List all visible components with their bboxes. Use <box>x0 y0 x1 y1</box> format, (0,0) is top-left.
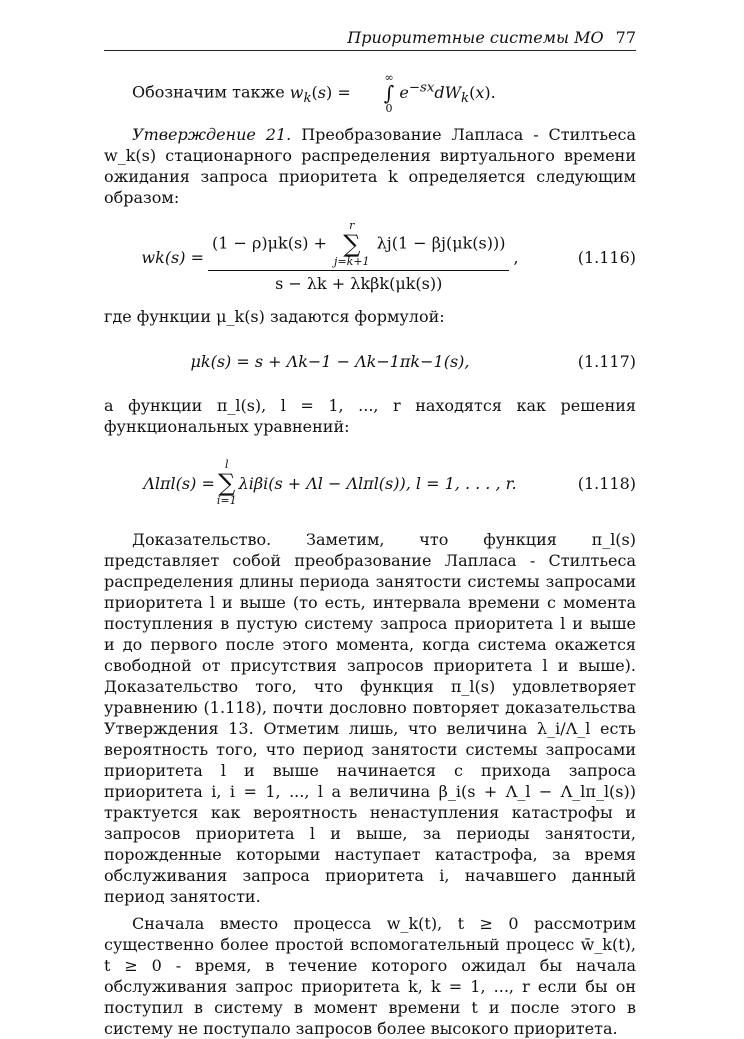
eq116-fraction <box>208 220 509 294</box>
final-paragraph: Сначала вместо процесса w_k(t), t ≥ 0 рассмотрим существенно более простой вспомогательный процесс w̄_k(t), t ≥ 0 - время, в течение которого ожидал бы начала обслуживания запрос приоритета k, k = 1, ..., r если бы он поступил в систему в момент времени t и после этого в систему не поступало запросов более высокого приоритета. <box>104 914 636 1038</box>
equation-1-118 <box>104 451 636 515</box>
eq116-den: s − λk + λkβk(μk(s)) <box>275 274 443 293</box>
intro-paragraph <box>104 72 636 114</box>
eq118-rhs: λiβi(s + Λl − Λlπl(s)), l = 1, . . . , r. <box>238 473 517 493</box>
eq116-sum: r ∑ j=k+1 <box>334 219 370 268</box>
equation-number: (1.118) <box>577 473 636 493</box>
equation-1-117 <box>104 341 636 381</box>
after-116-text: где функции μ_k(s) задаются формулой: <box>104 307 445 326</box>
page-body <box>104 66 636 1039</box>
intro-formula: $w_k(s)$ = ∞ ∫ 0 $e^{-sx}dW_k(x)$. <box>289 71 496 115</box>
eq118-lhs: Λlπl(s) = <box>143 473 215 493</box>
running-header <box>104 28 636 48</box>
header-rule <box>104 50 636 51</box>
statement-text: Преобразование Лапласа - Стилтьеса w_k(s) стационарного распределения виртуального времени ожидания запроса приоритета k определяется следующим образом: <box>104 125 636 207</box>
equation-1-116: wk(s) = (1 − ρ)μk(s) + r ∑ j=k+1 λj(1 − βj(μk(s))) s − λk + λkβk(μk(s)) , (1.116) <box>141 219 636 293</box>
page-number: 77 <box>615 28 636 47</box>
eq116-num-b: λj(1 − βj(μk(s))) <box>376 233 506 253</box>
statement-paragraph <box>104 124 636 208</box>
equation-number: (1.116) <box>577 247 636 267</box>
statement-label: Утверждение 21. <box>132 125 292 144</box>
eq116-lhs: wk(s) = <box>141 247 204 267</box>
proof-paragraph: Доказательство. Заметим, что функция π_l(s) представляет собой преобразование Лапласа - Стилтьеса распределения длины периода занятости системы запросами приоритета l и выше (то есть, интервала времени с момента поступления в пустую систему запроса приоритета l и выше и до первого после этого момента, когда система окажется свободной от присутствия запросов приоритета l и выше). Доказательство того, что функция π_l(s) удовлетворяет уравнению (1.118), почти дословно повторяет доказательства Утверждения 13. Отметим лишь, что величина λ_i/Λ_l есть вероятность того, что период занятости системы запросами приоритета l и выше начинается с прихода запроса приоритета i, i = 1, ..., l а величина β_i(s + Λ_l − Λ_lπ_l(s)) трактуется как вероятность ненаступления катастрофы и запросов приоритета l и выше, за периоды занятости, порожденные которыми наступает катастрофа, за время обслуживания запроса приоритета i, начавшего данный период занятости. <box>104 530 636 906</box>
eq118-sum: l ∑ i=1 <box>216 458 237 507</box>
eq116-num-a: (1 − ρ)μk(s) + <box>212 233 327 253</box>
equation-number: (1.117) <box>577 351 636 371</box>
intro-text: Обозначим также <box>132 82 285 102</box>
eq117-text: μk(s) = s + Λk−1 − Λk−1πk−1(s), <box>190 351 470 371</box>
running-title: Приоритетные системы МО <box>347 28 604 47</box>
after-117-text: а функции π_l(s), l = 1, ..., r находятся как решения функциональных уравнений: <box>104 396 636 436</box>
